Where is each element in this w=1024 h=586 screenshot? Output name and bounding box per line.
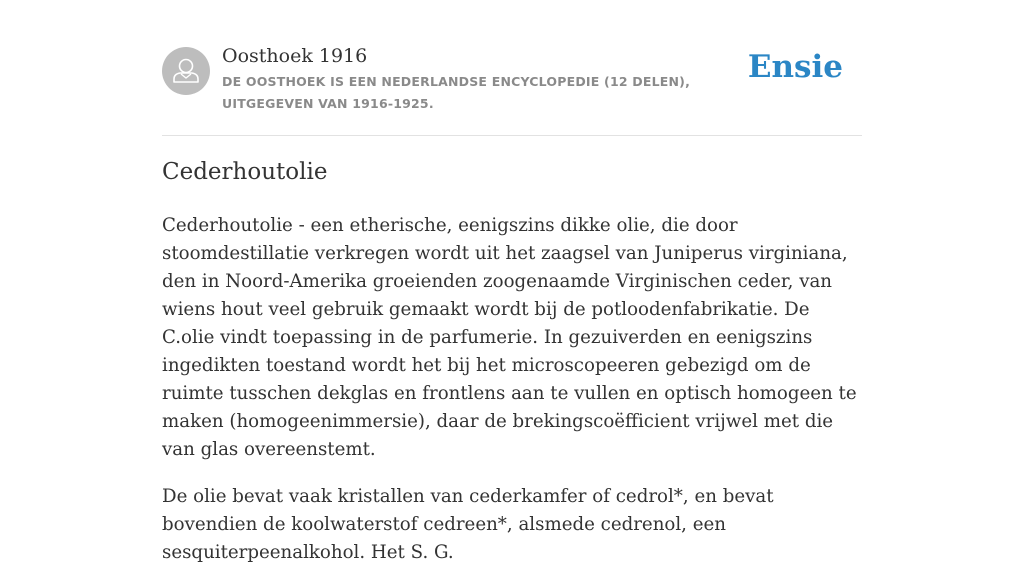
article-paragraph: De olie bevat vaak kristallen van cederkamfer of cedrol*, en bevat bovendien de koolwaterstof cedreen*, alsmede cedrenol, een sesquiterpeenalkohol. Het S. G.	[162, 486, 774, 563]
article-paragraph: Cederhoutolie - een etherische, eenigszins dikke olie, die door stoomdestillatie verkregen wordt uit het zaagsel van Juniperus virginiana, den in Noord-Amerika groeienden zoogenaamde Virginischen ceder, van wiens hout veel gebruik gemaakt wordt bij de potloodenfabrikatie. De C.olie vindt toepassing in de parfumerie. In gezuiverden en eenigszins ingedikten toestand wordt het bij het microscopeeren gebezigd om de ruimte tusschen dekglas en frontlens aan te vullen en optisch homogeen te maken (homogeenimmersie), daar de brekingscoëfficient vrijwel met die van glas overeenstemt.	[162, 215, 857, 460]
source-title[interactable]: Oosthoek 1916	[222, 45, 368, 67]
source-header	[162, 40, 862, 135]
article-body	[162, 212, 862, 586]
source-description: DE OOSTHOEK IS EEN NEDERLANDSE ENCYCLOPEDIE (12 DELEN), UITGEGEVEN VAN 1916-1925.	[222, 74, 691, 111]
article-title: Cederhoutolie	[162, 159, 328, 185]
divider	[162, 135, 862, 136]
avatar	[162, 47, 210, 95]
ensie-logo[interactable]: Ensie	[747, 49, 843, 85]
user-icon	[162, 47, 210, 95]
